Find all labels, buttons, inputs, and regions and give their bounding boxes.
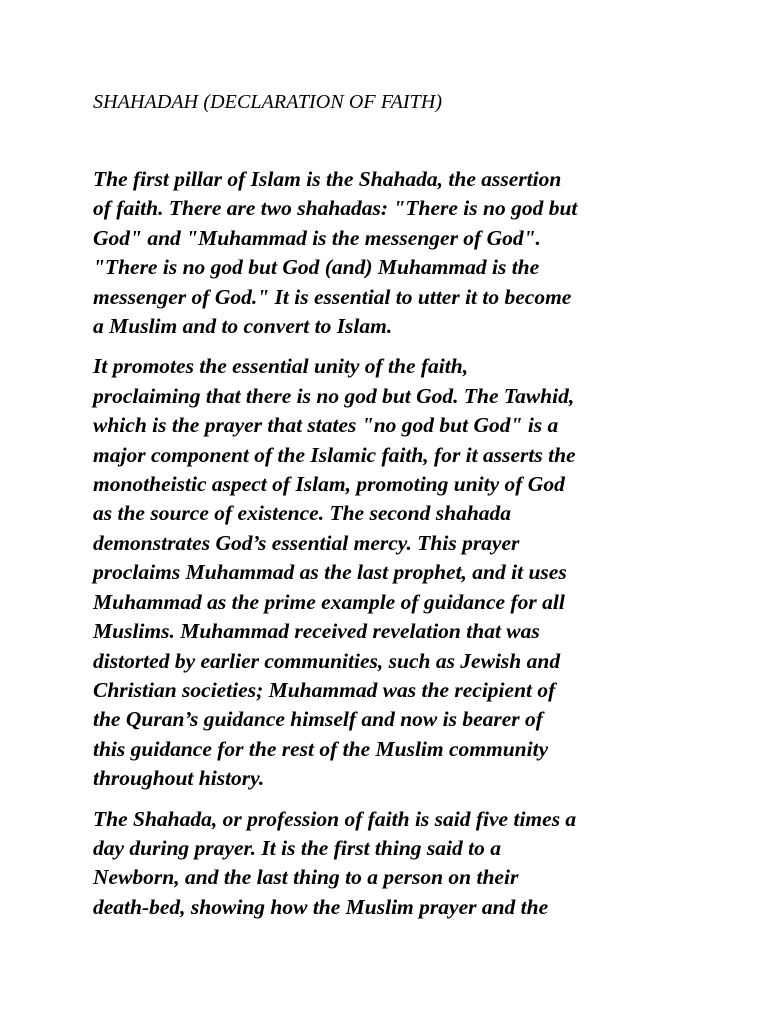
document-content: [93, 88, 683, 922]
document-heading: SHAHADAH (DECLARATION OF FAITH): [93, 91, 443, 113]
paragraph-unity-of-faith: It promotes the essential unity of the faith, proclaiming that there is no god but God. The Tawhid, which is the prayer that states "no god but God" is a major component of the Islamic faith, for it asserts the monotheistic aspect of Islam, promoting unity of God as the source of existence. The second shahada demonstrates God’s essential mercy. This prayer proclaims Muhammad as the last prophet, and it uses Muhammad as the prime example of guidance for all Muslims. Muhammad received revelation that was distorted by earlier communities, such as Jewish and Christian societies; Muhammad was the recipient of the Quran’s guidance himself and now is bearer of this guidance for the rest of the Muslim community throughout history.: [93, 354, 576, 791]
paragraph-first-pillar: The first pillar of Islam is the Shahada, the assertion of faith. There are two shahadas: "There is no god but God" and "Muhammad is the messenger of God". "There is no god but God (and) Muhammad is the messenger of God." It is essential to utter it to become a Muslim and to convert to Islam.: [93, 167, 578, 339]
paragraph-profession-of-faith: The Shahada, or profession of faith is said five times a day during prayer. It is the first thing said to a Newborn, and the last thing to a person on their death-bed, showing how the Muslim prayer and the: [93, 806, 577, 919]
